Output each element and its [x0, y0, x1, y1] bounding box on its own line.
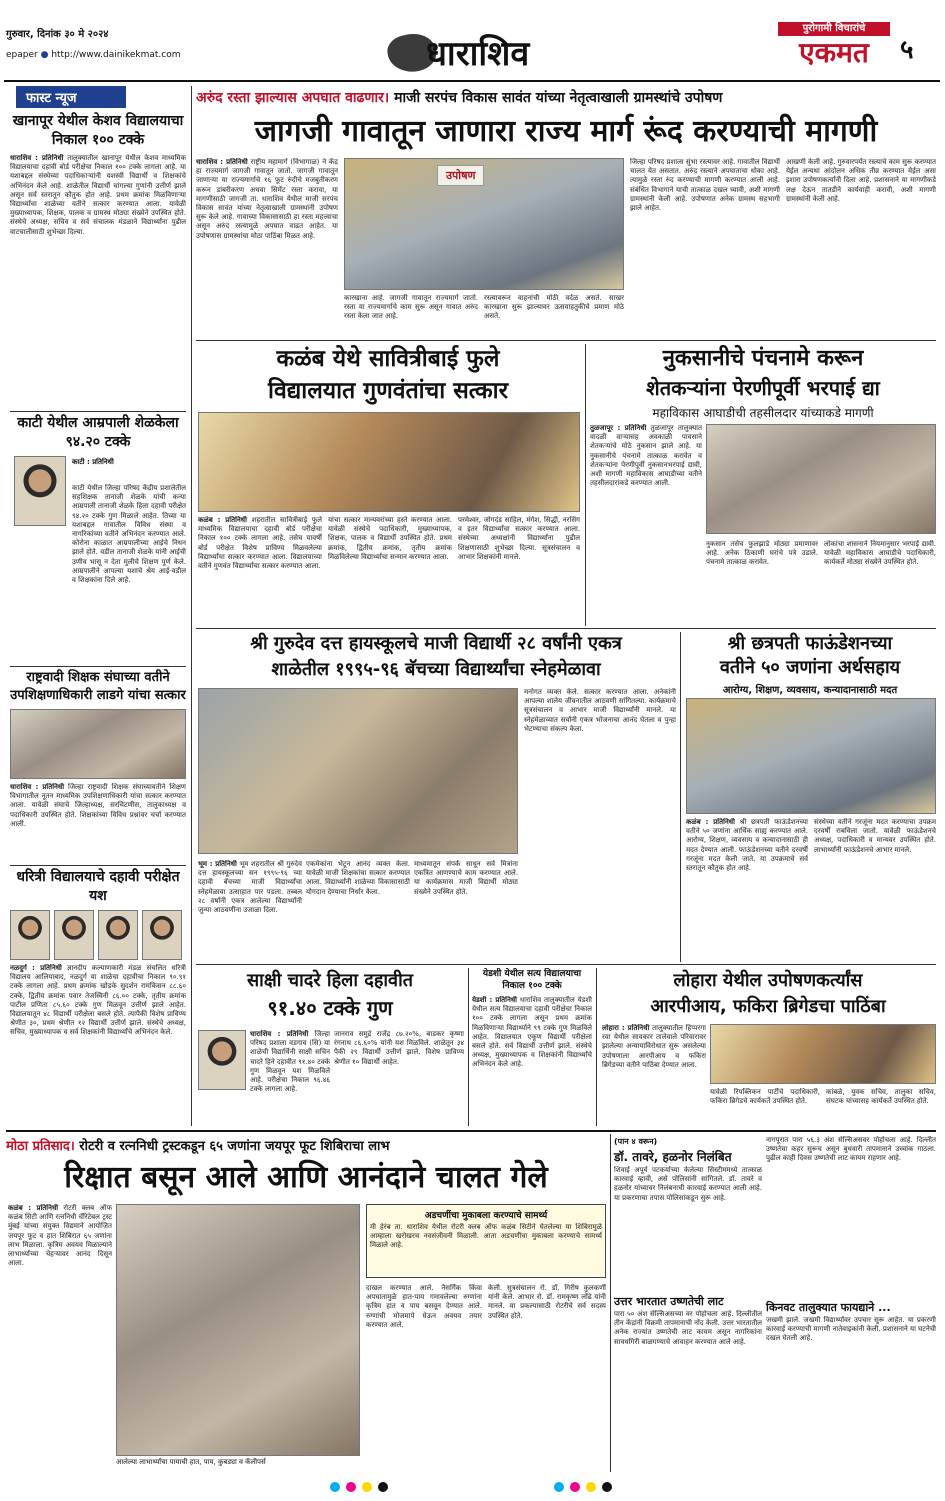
lead-kicker-red: अरुंद रस्ता झाल्यास अपघात वाढणार। [196, 90, 390, 106]
sakshi-col1 [250, 1030, 330, 1126]
header-rule [4, 80, 940, 82]
lead-col5: आखणी केली आहे. गुरुवारपर्यंत रस्त्याचे काम सुरू करण्यात येईल अन्यथा आंदोलन अधिक तीव्र करण्यात येईल असा इशारा उपोषणकर्त्यांनी दिला आहे. प्रशासनाने या मागणीकडे लक्ष देऊन तातडीने कार्यवाही करावी, अशी मागणी ग्रामस्थांनी केली आहे. [786, 158, 936, 203]
sakshi-byline: धाराशिव : प्रतिनिधी [250, 1030, 309, 1038]
kalamb-headline-1: कळंब येथे सावित्रीबाई फुले [276, 346, 500, 372]
s4-student-photo-2 [54, 910, 94, 960]
sakshi-col2: जानराव समुद्रे राजेंद्र ८७.२०%, बाडकर कृष्णा रंगनाथ ८६.६०% यांनी यश मिळविले. शाळेतून ३४ पैकी २९ विद्यार्थी उत्तीर्ण झाले. विशेष प्राविण्य श्रेणीत १० विद्यार्थी आहेत. [334, 1030, 464, 1066]
rotary-headline: रिक्षात बसून आले आणि आनंदाने चालत गेले [64, 1160, 548, 1195]
lohara-headline-1: लोहारा येथील उपोषणकर्त्यांस [673, 970, 863, 991]
lohara-col1-text: तालुक्यातील हिप्परगा रवा येथील सावकार तालेवाले परिवारावर झालेल्या अन्यायाविरोधात सुरू असलेल्या उपोषणाला आरपीआय व फकिरा ब्रिगेडच्या वतीने पाठिंबा देण्यात आला. [602, 1024, 706, 1069]
lead-kicker [196, 88, 936, 107]
nuksan-photo [706, 424, 936, 534]
gurudev-group-photo [198, 688, 518, 854]
s2-rule [10, 666, 186, 667]
nuksan-col1-text: तुळजापूर तालुक्यात वादळी वाऱ्यासह अवकाळी पावसाने शेतकऱ्यांचे मोठे नुकसान झाले आहे. या नुकसानीचे पंचनामे तात्काळ करावेत व शेतकऱ्यांना पेरणीपूर्वी नुकसानभरपाई द्यावी, अशी मागणी महाविकास आघाडीच्या वतीने तहसीलदारांकडे करण्यात आली. [590, 424, 702, 488]
brand-tagline: पुरोगामी विचारांचे [778, 22, 890, 36]
chhatrapati-byline: कळंब : प्रतिनिधी [686, 818, 735, 826]
lohara-headline-2: आरपीआय, फकिरा ब्रिगेडचा पाठिंबा [650, 996, 886, 1017]
section-logo [388, 28, 530, 78]
chhatrapati-col1-text: श्री छत्रपती फाऊंडेशनच्या वतीने ५० जणांना आर्थिक साह्य करण्यात आले. आरोग्य, शिक्षण, व्यवसाय व कन्यादानासाठी ही मदत देण्यात आली. फाऊंडेशनच्या वतीने दरवर्षी गरजूंना मदत केली जाते. या उपक्रमाचे सर्व स्तरातून कौतुक होत आहे. [686, 818, 808, 873]
gurudev-col2: एकमेकांना भेटून आनंद व्यक्त केला. यावेळी माजी शिक्षकांचा सत्कार करण्यात आला. विद्यार्थ्यांनी शाळेच्या विकासासाठी योगदान देण्याचा निर्धार केला. [306, 860, 410, 896]
reg-dot [570, 1482, 580, 1492]
s4-byline: नळदुर्ग : प्रतिनिधी [10, 964, 62, 972]
kalamb-col1 [198, 516, 322, 624]
rotary-divider [610, 1134, 611, 1472]
reg-dot [586, 1482, 596, 1492]
nuksan-col2: नुकसान तसेच फुलझाडे मोठ्या प्रमाणावर आहे. अनेक ठिकाणी घरांचे पत्रे उडाले. पंचनामे तात्काळ करावेत. [706, 540, 818, 567]
nuksan-byline: तुळजापूर : प्रतिनिधी [590, 424, 647, 432]
s4-body [10, 964, 186, 1126]
s3-headline: राष्ट्रवादी शिक्षक संघाच्या वतीने उपशिक्षणाधिकारी लाडगे यांचा सत्कार [10, 670, 186, 703]
rc-tag: (पान ४ वरून) [614, 1137, 658, 1146]
rc-b3: जखमी झाले. जखमी विद्यार्थ्यांवर उपचार सुरू आहेत. या प्रकरणी कारवाई करण्याची मागणी नातेवाइकांनी केली. प्रशासनाने या घटनेची दखल घेतली आहे. [766, 1316, 936, 1343]
lead-byline: धाराशिव : प्रतिनिधी [196, 158, 248, 166]
sidebar-title: फास्ट न्यूज [16, 86, 126, 108]
lohara-col3: कांबळे, युवक सचिव, तालुका सचिव, संघटक यांच्यासह कार्यकर्ते उपस्थित होते. [826, 1088, 936, 1106]
s1-rule [10, 411, 186, 412]
epaper-label: epaper [6, 50, 38, 60]
s4-student-photo-4 [142, 910, 182, 960]
rotary-kicker-red: मोठा प्रतिसाद। [6, 1139, 75, 1154]
reg-dot [362, 1482, 372, 1492]
lead-kicker-rest: माजी सरपंच विकास सावंत यांच्या नेतृत्वाखाली ग्रामस्थांचे उपोषण [394, 90, 723, 106]
kalamb-col1-text: शहरातील सावित्रीबाई फुले माध्यमिक विद्यालयाचा दहावी बोर्ड परीक्षेचा निकाल १०० टक्के लागला आहे. तसेच यावर्षी बोर्ड परीक्षेत विशेष प्राविण्य मिळवलेल्या विद्यार्थ्यांचा सत्कार करण्यात आला. विद्यालयाच्या वतीने गुणवंत विद्यार्थ्यांचा सत्कार करण्यात आला. [198, 516, 322, 571]
s3-body [10, 783, 186, 863]
rotary-kicker-rest: रोटरी व रत्ननिधी ट्रस्टकडून ६५ जणांना जयपूर फूट शिबिराचा लाभ [79, 1139, 390, 1154]
nuksan-headline-2: शेतकऱ्यांना पेरणीपूर्वी भरपाई द्या [646, 376, 880, 400]
reg-dot [346, 1482, 356, 1492]
rotary-caption: आलेल्या लाभार्थ्यांचा पायाची हात, पाय, कुबड्या व कॅलीपर्स [116, 1458, 266, 1466]
gurudev-headline-2: शाळेतील १९९५-९६ बॅचच्या विद्यार्थ्यांचा स्नेहमेळावा [271, 659, 601, 680]
sidebar-divider [191, 86, 192, 1126]
rotary-box-title: अडचणींचा मुकाबला करण्याचे सामर्थ्य [424, 1211, 548, 1221]
header-date: गुरुवार, दिनांक ३० मे २०२४ [6, 29, 109, 40]
reg-dot [602, 1482, 612, 1492]
yedshi-text: धाराशिव तालुक्यातील येडशी येथील सत्य विद्यालयाचा दहावी परीक्षेचा निकाल १०० टक्के लागला असून प्रथम क्रमांक मिळविणाऱ्या विद्यार्थ्याने ९९ टक्के गुण मिळविले आहेत. विद्यालयात एकूण विद्यार्थी परीक्षेला बसले होते. सर्व विद्यार्थी उत्तीर्ण झाले. संस्थेचे अध्यक्ष, मुख्याध्यापक व शिक्षकांनी विद्यार्थ्यांचे अभिनंदन केले आहे. [472, 996, 592, 1069]
s2-byline: काटी : प्रतिनिधी [72, 458, 114, 466]
lohara-byline: लोहारा : प्रतिनिधी [602, 1024, 650, 1032]
nuksan-headline-1: नुकसानीचे पंचनामे करून [662, 346, 864, 371]
yedshi-byline: येडशी : प्रतिनिधी [472, 996, 517, 1004]
lohara-col2: यावेळी रिपब्लिकन पार्टीचे पदाधिकारी, फकिरा ब्रिगेडचे कार्यकर्ते उपस्थित होते. [710, 1088, 820, 1106]
s3-text: जिल्हा राष्ट्रवादी शिक्षक संघाच्यावतीने शिक्षण विभागातील नूतन माध्यमिक उपशिक्षणाधिकारी यांचा सत्कार करण्यात आला. यावेळी संघाचे जिल्हाध्यक्ष, सरचिटणीस, तालुकाध्यक्ष व पदाधिकारी उपस्थित होते. शिक्षकांच्या विविध प्रश्नांवर चर्चा करण्यात आली. [10, 783, 186, 828]
lead-col1 [196, 158, 338, 338]
s1-headline: खानापूर येथील केशव विद्यालयाचा निकाल १०० टक्के [12, 113, 184, 148]
s4-portraits [10, 910, 186, 960]
rotary-quote-box [366, 1204, 606, 1278]
s2-headline: काटी येथील आम्रपाली शेळकेला ९४.२० टक्के [17, 415, 179, 450]
rotary-box-body: मी हेरंब ता. धाराशिव येथील रोटरी क्लब ऑफ कळंब सिटीने घेतलेल्या या शिबिरामुळे आम्हाला खरोखरच नवसंजीवनी मिळाली. आता अडचणींचा मुकाबला करण्याचे सामर्थ्य मिळाले आहे. [370, 1223, 602, 1250]
rc-b1: शिवाई अपूर्व पटकर्याच्या केलेल्या सिस्टीममध्ये तात्काळ कारवाई व्हावी, असे पोलिसांनी सांगितले. डॉ. तावरे व हळनोर यांच्यावर निलंबनाची कारवाई करण्यात आली आहे. या प्रकरणाचा तपास पोलिसांकडून सुरू आहे. [614, 1166, 762, 1202]
chhatrapati-col1 [686, 818, 808, 960]
sakshi-divider [468, 968, 469, 1126]
sidebar-fast-news [10, 86, 186, 1126]
lead-col1-text: राष्ट्रीय महामार्ग (विभागाळ) ने केंद्र हा राज्यमार्ग जागजी गावातून जातो. जागजी गावातून जाणाऱ्या या राज्यमार्गाचे १६ फूट रुंदीचे मजबुतीकरण करून डांबरीकरण अथवा सिमेंट रस्ता करावा, या मागणीसाठी जागजी ता. धाराशिव येथील माजी सरपंच विकास सावंत यांच्या नेतृत्वाखाली ग्रामस्थांनी उपोषण सुरू केले आहे. गावाच्या विकासासाठी हा रस्ता महत्त्वाचा असून अरुंद रस्त्यामुळे अपघात वाढत आहेत. या उपोषणास ग्रामस्थांचा मोठा पाठिंबा मिळत आहे. [196, 158, 338, 240]
yedshi-divider [596, 968, 597, 1126]
gurudev-headline-1: श्री गुरुदेव दत्त हायस्कूलचे माजी विद्यार्थी २८ वर्षांनी एकत्र [250, 633, 622, 654]
s4-student-photo-3 [98, 910, 138, 960]
nuksan-col3: लोकांचा शासनाने नियमानुसार भरपाई द्यावी. यावेळी महाविकास आघाडीचे पदाधिकारी, कार्यकर्ते मोठ्या संख्येने उपस्थित होते. [824, 540, 936, 567]
s3-felicitation-photo [10, 709, 186, 779]
reg-dot [330, 1482, 340, 1492]
chhatrapati-subhead: आरोग्य, शिक्षण, व्यवसाय, कन्यादानासाठी मदत [722, 685, 898, 696]
lead-col3: रस्त्यावरून वाहनांची मोठी वर्दळ असते. साखर कारखाना सुरू झाल्यावर ऊसवाहतुकीचे प्रमाण मोठे असते. [484, 294, 624, 321]
nuksan-subhead: महाविकास आघाडीची तहसीलदार यांच्याकडे मागणी [652, 406, 874, 420]
sakshi-headline-2: ९१.४० टक्के गुण [267, 996, 393, 1020]
kalamb-divider [585, 344, 586, 626]
gurudev-col1-text: भूम शहरातील श्री गुरुदेव दत्त हायस्कूलच्या सन १९९५-९६ च्या दहावी बॅचच्या माजी विद्यार्थ्यांचा स्नेहमेळावा उत्साहात पार पडला. तब्बल २८ वर्षांनी एकत्र आलेल्या विद्यार्थ्यांनी जुन्या आठवणींना उजाळा दिला. [198, 860, 302, 915]
kalamb-col3: परमेश्वर, जोगदंड साहिल, मंगेश, सिद्धी, नरसिंग व इतर विद्यार्थ्यांचा सत्कार करण्यात आला. संस्थेच्या अध्यक्षांनी विद्यार्थ्यांना पुढील शिक्षणासाठी शुभेच्छा दिल्या. सूत्रसंचालन व आभार शिक्षकांनी मानले. [458, 516, 580, 561]
s1-byline: धाराशिव : प्रतिनिधी [10, 154, 64, 162]
s1-body [10, 154, 186, 409]
globe-icon: ● [40, 50, 49, 60]
sakshi-headline-1: साक्षी चादरे हिला दहावीत [246, 970, 413, 991]
lead-banner: उपोषण [437, 165, 484, 186]
yedshi-body [472, 996, 592, 1126]
gurudev-col4: मनोगत व्यक्त केले. सत्कार करण्यात आला. अनेकांनी आपल्या शालेय जीवनातील आठवणी सांगितल्या. कार्यक्रमाचे सूत्रसंचालन व आभार माजी विद्यार्थ्यांनी मानले. या स्नेहमेळाव्यात सर्वांनी एकत्र भोजनाचा आनंद घेतला व पुन्हा भेटण्याचा संकल्प केला. [524, 688, 676, 733]
sakshi-portrait [198, 1030, 246, 1090]
reg-dot [554, 1482, 564, 1492]
yedshi-headline: येडशी येथील सत्य विद्यालयाचा निकाल १०० टक्के [482, 969, 582, 991]
rotary-col1-text: रोटरी क्लब ऑफ कळंब सिटी आणि रत्ननिधी चॅरिटेबल ट्रस्ट मुंबई यांच्या संयुक्त विद्यमाने आयोजित जयपूर फूट व हात शिबिरात ६५ जणांना लाभ मिळाला. कृत्रिम अवयव मिळाल्याने लाभार्थ्यांच्या चेहऱ्यावर आनंद दिसून आला. [8, 1204, 112, 1268]
footer-reg-marks [0, 1482, 945, 1496]
section-title: धाराशिव [426, 34, 530, 74]
site-url[interactable]: http://www.dainikekmat.com [51, 50, 181, 60]
lohara-photo [710, 1024, 936, 1084]
s2-body: काटी येथील जिल्हा परिषद केंद्रीय प्रशालेतील सहशिक्षक तानाजी शेळके यांची कन्या आम्रपाली तानाजी शेळके हिला दहावी परीक्षेत ९४.२० टक्के गुण मिळाले आहेत. तिच्या या यशाबद्दल गावातील विविध संस्था व नागरिकांच्या वतीने अभिनंदन करण्यात आले. कोरोना काळात आम्रपालीच्या आईचे निधन झाले होते. वडील तानाजी शेळके यांनी आईची उणीव भासू न देता मुलीचे शिक्षण पूर्ण केले. आम्रपालीने आपल्या यशाचे श्रेय आई-वडील व शिक्षकांना दिले आहे. [72, 484, 186, 585]
rc-h1: डॉ. तावरे, हळनोर निलंबित [614, 1150, 732, 1164]
lead-col4: जिल्हा परिषद प्रशाला सुंभा रस्त्यावर आहे. गावातील विद्यार्थी चालत येत असतात. अरुंद रस्त्याने अपघाताचा धोका आहे. त्यामुळे रस्ता रुंद करण्याची मागणी करण्यात आली आहे. संबंधित विभागाने याची तात्काळ दखल घ्यावी, अशी मागणी ग्रामस्थांनी केली आहे. उपोषणात अनेक ग्रामस्थ सहभागी झाले आहेत. [630, 158, 780, 213]
kalamb-headline-2: विद्यालयात गुणवंतांचा सत्कार [268, 378, 508, 404]
lead-protest-photo [344, 158, 624, 290]
nuksan-col1 [590, 424, 702, 624]
rotary-col1 [8, 1204, 112, 1470]
lead-col2: कारखाना आहे. जागजी गावातून राज्यमार्ग जातो. रस्ता या राज्यमार्गाचे काम सुरू असून गावात अरुंद रस्ता केला जात आहे. [344, 294, 478, 321]
page-number: ५ [900, 35, 914, 65]
rotary-byline: कळंब : प्रतिनिधी [8, 1204, 59, 1212]
row2-rule [196, 628, 936, 629]
s1-text: तालुक्यातील खानापूर येथील केशव माध्यमिक विद्यालयाचा दहावी बोर्ड परीक्षेचा निकाल १०० टक्के लागला आहे. या यशाबद्दल संस्थेच्या पदाधिकाऱ्यांनी यशस्वी विद्यार्थी व शिक्षकांचे अभिनंदन केले आहे. शाळेतील विद्यार्थी चांगल्या गुणांनी उत्तीर्ण झाले असून सर्व स्तरातून कौतुक होत आहे. प्रथम क्रमांक मिळविणाऱ्या विद्यार्थ्यांचा शाळेच्या वतीने सत्कार करण्यात आला. यावेळी मुख्याध्यापक, शिक्षक, पालक व ग्रामस्थ मोठ्या संख्येने उपस्थित होते. संस्थेचे अध्यक्ष, सचिव व सर्व संचालक मंडळाने विद्यार्थ्यांना पुढील वाटचालीसाठी शुभेच्छा दिल्या. [10, 154, 186, 236]
s3-rule [10, 865, 186, 866]
brand-block [778, 22, 890, 72]
lead-headline: जागजी गावातून जाणारा राज्य मार्ग रूंद करण्याची मागणी [254, 114, 878, 149]
rotary-col2: दाखल करण्यात आले. नैसर्गिक किंवा अपघातामुळे हात-पाय गमावलेल्या रुग्णांना कृत्रिम हात व पाय बसवून देण्यात आले. रुग्णांची मोजमापे घेऊन अवयव तयार करण्यात आले. [366, 1284, 482, 1329]
header-url-line [6, 50, 180, 60]
rc-h2: उत्तर भारतात उष्णतेची लाट [614, 1295, 724, 1308]
chhatrapati-col2: संस्थेच्या वतीने गरजूंना मदत करण्याचा उपक्रम दरवर्षी राबविला जातो. यावेळी फाऊंडेशनचे अध्यक्ष, पदाधिकारी व मान्यवर उपस्थित होते. लाभार्थ्यांनी फाऊंडेशनचे आभार मानले. [814, 818, 936, 854]
s2-top [10, 456, 186, 504]
gurudev-byline: भूम : प्रतिनिधी [198, 860, 237, 868]
s4-headline: धरित्री विद्यालयाचे दहावी परीक्षेत यश [16, 869, 180, 904]
kalamb-byline: कळंब : प्रतिनिधी [198, 516, 247, 524]
reg-dot [378, 1482, 388, 1492]
chhatrapati-headline-1: श्री छत्रपती फाऊंडेशनच्या [727, 633, 893, 654]
row3-rule [196, 964, 936, 965]
rc-h3: किनवट तालुक्यात फायद्याने ... [766, 1301, 891, 1314]
s4-student-photo-1 [10, 910, 50, 960]
brand-name: एकमत [799, 36, 869, 69]
gurudev-col3: माध्यमातून संपर्क साधून सर्व मित्रांना एकत्रित आणण्याचे काम करण्यात आले. या कार्यक्रमास माजी विद्यार्थी मोठ्या संख्येने उपस्थित होते. [414, 860, 518, 896]
rotary-beneficiary-photo [116, 1204, 360, 1456]
rotary-col3: केली. सुत्रसंचालन रो. डॉ. गिरीष कुलकर्णी यांनी केले. आभार रो. डॉ. रामकृष्ण लोंढे यांनी मानले. या प्रकल्पासाठी रोटरीचे सर्व सदस्य उपस्थित होते. [488, 1284, 606, 1320]
gurudev-divider [680, 632, 681, 962]
lead-rule [196, 340, 936, 341]
lohara-col1 [602, 1024, 706, 1126]
s2-portrait-photo [14, 456, 66, 526]
chhatrapati-photo [686, 698, 936, 814]
sakshi-col1-text: जिल्हा परिषद प्रशाला वडगाव (सि) या शाळेची विद्यार्थिनी साक्षी सचिन चादरे हिने दहावीत ९१.४० टक्के गुण मिळवून यश मिळविले आहे. परीक्षेचा निकाल ९६.४६ टक्के लागला आहे. [250, 1030, 330, 1094]
kalamb-group-photo [198, 412, 580, 512]
rotary-kicker [6, 1136, 606, 1154]
rc-b2b [766, 1196, 936, 1296]
gurudev-col1 [198, 860, 302, 960]
chhatrapati-headline-2: वतीने ५० जणांना अर्थसहाय [719, 657, 901, 678]
s3-byline: धाराशिव : प्रतिनिधी [10, 783, 65, 791]
rc-b2: पारा ५० अंश सेल्सिअसच्या वर पोहोचला आहे. दिल्लीतील तीन केंद्रांनी विक्रमी तापमानाची नोंद केली. उत्तर भारतातील अनेक राज्यांत उष्णतेची लाट कायम असून नागरिकांना सावधगिरी बाळगण्याचे आवाहन करण्यात आले आहे. [614, 1310, 762, 1346]
s4-text: ज्ञानदीप कल्याणकारी मंडळ संचलित धरित्री विद्यालय आलियाबाद, नळदुर्ग या शाळेचा दहावीचा निकाल ९०.९१ टक्के लागला आहे. प्रथम क्रमांक खोडके सुदर्शन रामकिसन ८८.६० टक्के, द्वितीय क्रमांक पवार तेजस्विनी ८६.०० टक्के, तृतीय क्रमांक पाटील प्रणिता ८५.६० टक्के गुण मिळवून उत्तीर्ण झाले आहेत. विद्यालयातून ४८ विद्यार्थी परीक्षेला बसले होते. त्यापैकी विशेष प्राविण्य श्रेणीत ३०, प्रथम श्रेणीत १२ विद्यार्थी उत्तीर्ण झाले. संस्थेचे अध्यक्ष, सचिव, मुख्याध्यापक व सर्व शिक्षकांनी विद्यार्थ्यांचे अभिनंदन केले. [10, 964, 186, 1037]
rc-top-text: नागपूरात पारा ५६.३ अंश सेल्सिअसवर पोहोचला आहे. दिल्लीत उष्णतेचा कहर सुरूच असून बुधवारी तापमानाने उच्चांक गाठला. पुढील काही दिवस उष्णतेची लाट कायम राहणार आहे. [766, 1136, 936, 1163]
row4-rule [6, 1130, 936, 1132]
kalamb-col2: यांचा सत्कार मान्यवरांच्या हस्ते करण्यात आला. यावेळी संस्थेचे पदाधिकारी, मुख्याध्यापक, शिक्षक, पालक व विद्यार्थी उपस्थित होते. प्रथम क्रमांक, द्वितीय क्रमांक, तृतीय क्रमांक मिळविलेल्या विद्यार्थ्यांचा सन्मान करण्यात आला. [328, 516, 452, 561]
